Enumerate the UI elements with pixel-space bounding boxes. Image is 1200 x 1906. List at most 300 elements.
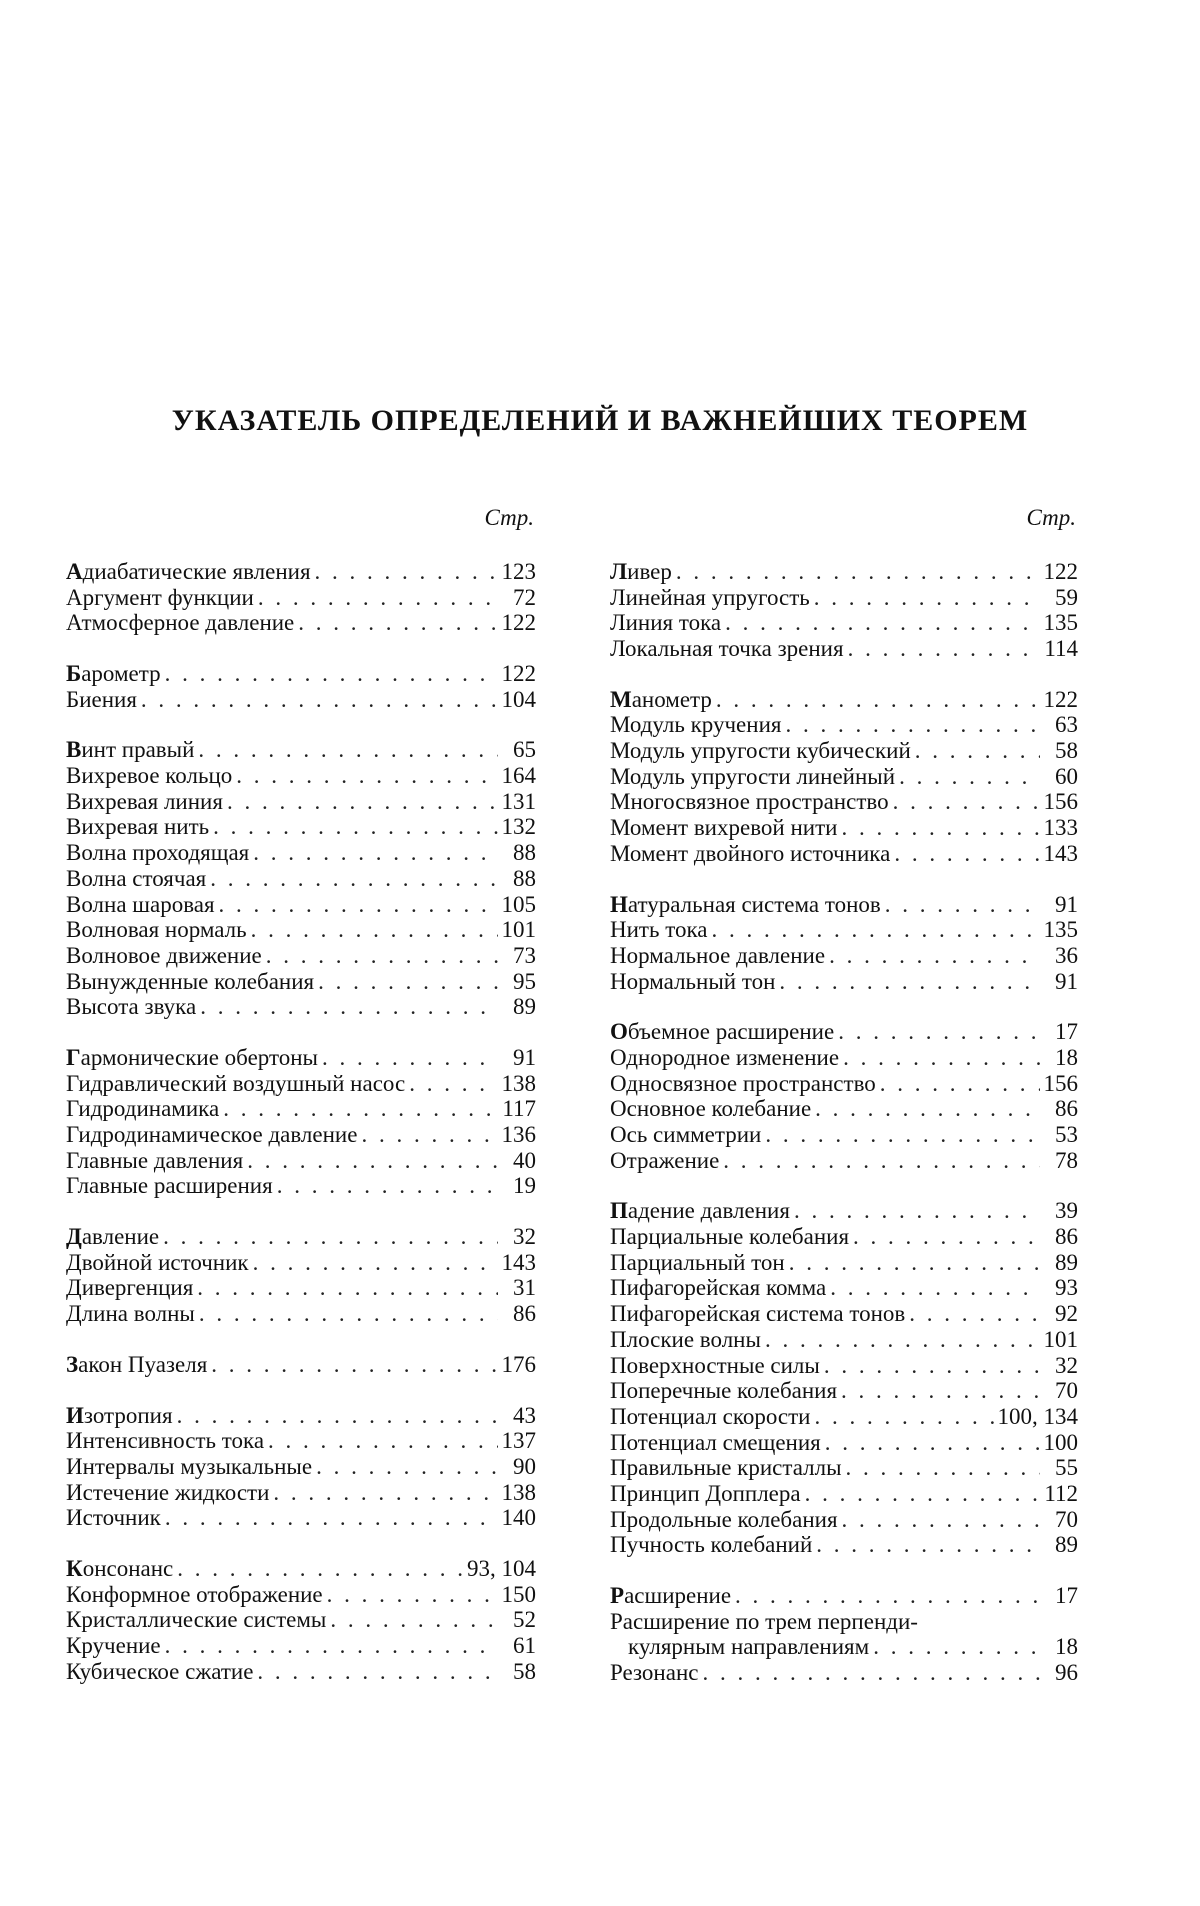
index-term: Манометр [610, 686, 712, 712]
index-entry [66, 943, 536, 969]
index-term: Нормальный тон [610, 968, 776, 994]
index-page-number: 176 [501, 1351, 536, 1377]
index-entry [610, 1430, 1078, 1456]
leader-dots [251, 917, 498, 943]
index-page-number: 143 [501, 1249, 536, 1275]
index-entry [66, 1352, 536, 1378]
index-entry [610, 1148, 1078, 1174]
index-letter-group [610, 1019, 1078, 1173]
index-page-number: 112 [1044, 1480, 1078, 1506]
index-entry [610, 1660, 1078, 1686]
index-page-number: 86 [1055, 1224, 1078, 1250]
index-term: Многосвязное пространство [610, 789, 889, 815]
leader-dots [702, 1660, 1040, 1686]
index-entry [66, 1045, 536, 1071]
leader-dots [199, 1301, 498, 1327]
index-term: Давление [66, 1224, 160, 1250]
index-letter-group [610, 1583, 1078, 1686]
index-entry [610, 1045, 1078, 1071]
index-term: Высота звука [66, 994, 197, 1020]
leader-dots [779, 969, 1040, 995]
index-entry [66, 1607, 536, 1633]
index-term: Поперечные колебания [610, 1378, 838, 1404]
index-page-number: 114 [1044, 636, 1078, 662]
index-page-number: 70 [1055, 1378, 1078, 1404]
index-entry [66, 892, 536, 918]
index-page-number: 100, 134 [997, 1403, 1078, 1429]
leader-dots [794, 1198, 1040, 1224]
leader-dots [885, 892, 1040, 918]
leader-dots [236, 763, 497, 789]
leader-dots [327, 1582, 498, 1608]
page-column-header: Стр. [484, 505, 534, 530]
index-letter-group [66, 1556, 536, 1684]
index-entry [610, 1532, 1078, 1558]
leader-dots [210, 866, 498, 892]
index-entry [66, 1505, 536, 1531]
index-entry [610, 943, 1078, 969]
index-entry [610, 1276, 1078, 1302]
index-entry [610, 1019, 1078, 1045]
leader-dots [361, 1122, 497, 1148]
index-letter-group [610, 687, 1078, 867]
leader-dots [893, 789, 1040, 815]
leader-dots [815, 1096, 1040, 1122]
leader-dots [247, 1148, 498, 1174]
index-page-number: 36 [1055, 942, 1078, 968]
index-entry [66, 969, 536, 995]
index-page-number: 52 [513, 1607, 536, 1633]
index-entry [66, 1633, 536, 1659]
index-term: Двойной источник [66, 1249, 249, 1275]
index-entry [610, 1353, 1078, 1379]
index-page-number: 55 [1055, 1455, 1078, 1481]
index-term: Биения [66, 686, 137, 712]
index-term: Односвязное пространство [610, 1070, 876, 1096]
leader-dots [873, 1634, 1040, 1660]
index-page-number: 164 [501, 763, 536, 789]
index-term: Гидравлический воздушный насос [66, 1070, 406, 1096]
leader-dots [785, 712, 1040, 738]
index-page-number: 140 [501, 1505, 536, 1531]
index-page-number: 65 [513, 737, 536, 763]
index-entry [66, 1276, 536, 1302]
index-entry [610, 1583, 1078, 1609]
index-term: Модуль кручения [610, 712, 782, 738]
index-page-number: 93 [1055, 1275, 1078, 1301]
index-term: Пифагорейская комма [610, 1275, 827, 1301]
index-page-number: 101 [1043, 1326, 1078, 1352]
index-term: Отражение [610, 1147, 720, 1173]
leader-dots [814, 585, 1040, 611]
index-letter-group [66, 661, 536, 712]
index-entry [66, 1122, 536, 1148]
page-title: УКАЗАТЕЛЬ ОПРЕДЕЛЕНИЙ И ВАЖНЕЙШИХ ТЕОРЕМ [171, 404, 1029, 437]
index-page-number: 78 [1055, 1147, 1078, 1173]
leader-dots [846, 1455, 1040, 1481]
index-term: Расширение [610, 1583, 732, 1609]
leader-dots [841, 1378, 1040, 1404]
index-page-number: 86 [1055, 1096, 1078, 1122]
index-page-number: 58 [513, 1658, 536, 1684]
index-term: Падение давления [610, 1198, 790, 1224]
index-term: Кручение [66, 1633, 161, 1659]
index-entry [610, 1507, 1078, 1533]
index-page-number: 58 [1055, 738, 1078, 764]
index-page-number: 19 [513, 1173, 536, 1199]
index-entry [610, 585, 1078, 611]
index-page-number: 92 [1055, 1301, 1078, 1327]
index-term: Длина волны [66, 1301, 195, 1327]
index-page-number: 40 [513, 1147, 536, 1173]
index-term: Линейная упругость [610, 584, 810, 610]
index-page-number: 138 [501, 1070, 536, 1096]
leader-dots [223, 1096, 498, 1122]
index-entry [66, 763, 536, 789]
leader-dots [330, 1607, 498, 1633]
index-entry [66, 866, 536, 892]
leader-dots [200, 994, 498, 1020]
index-entry [66, 661, 536, 687]
leader-dots [322, 1045, 498, 1071]
index-entry [610, 636, 1078, 662]
index-term: Волна стоячая [66, 865, 207, 891]
index-page-number: 88 [513, 840, 536, 866]
index-entry [610, 1071, 1078, 1097]
index-term: Вынужденные колебания [66, 968, 315, 994]
index-page-number: 31 [513, 1275, 536, 1301]
leader-dots [838, 1019, 1040, 1045]
index-term: Главные давления [66, 1147, 244, 1173]
index-entry [66, 1096, 536, 1122]
index-page-number: 53 [1055, 1122, 1078, 1148]
index-entry [66, 815, 536, 841]
index-page-number: 156 [1043, 1070, 1078, 1096]
leader-dots [165, 1633, 498, 1659]
leader-dots [909, 1301, 1040, 1327]
leader-dots [830, 1275, 1040, 1301]
index-term: Атмосферное давление [66, 610, 295, 636]
index-page-number: 91 [513, 1044, 536, 1070]
index-page-number: 122 [1043, 558, 1078, 584]
leader-dots [915, 738, 1040, 764]
index-entry [66, 789, 536, 815]
index-term: Винт правый [66, 737, 195, 763]
index-entry [610, 969, 1078, 995]
index-entry [610, 764, 1078, 790]
leader-dots [277, 1173, 498, 1199]
index-page-number: 122 [501, 610, 536, 636]
index-term: Источник [66, 1505, 161, 1531]
index-page-number: 150 [501, 1581, 536, 1607]
index-entry [610, 687, 1078, 713]
index-entry [66, 1403, 536, 1429]
leader-dots [258, 585, 498, 611]
index-entry [66, 1582, 536, 1608]
index-term: кулярным направлениям [628, 1634, 870, 1660]
index-page-number: 131 [501, 788, 536, 814]
index-page-number: 39 [1055, 1198, 1078, 1224]
index-entry [610, 1455, 1078, 1481]
page-column-header: Стр. [1026, 505, 1076, 530]
index-letter-group [610, 1198, 1078, 1558]
leader-dots [198, 737, 498, 763]
index-column-right [610, 505, 1078, 1711]
index-entry [66, 1454, 536, 1480]
index-term: Поверхностные силы [610, 1352, 820, 1378]
leader-dots [316, 1454, 498, 1480]
index-page-number: 91 [1055, 968, 1078, 994]
index-term: Истечение жидкости [66, 1479, 270, 1505]
index-page-number: 32 [1055, 1352, 1078, 1378]
index-entry [66, 585, 536, 611]
index-letter-group [66, 1403, 536, 1531]
leader-dots [266, 943, 498, 969]
index-page-number: 100 [1043, 1429, 1078, 1455]
index-letter-group [66, 1224, 536, 1327]
leader-dots [197, 1275, 498, 1301]
index-entry [610, 790, 1078, 816]
index-term: Принцип Допплера [610, 1480, 801, 1506]
index-term: Интервалы музыкальные [66, 1453, 313, 1479]
index-page-number: 17 [1055, 1019, 1078, 1045]
leader-dots [676, 559, 1040, 585]
leader-dots [894, 841, 1039, 867]
index-entry [66, 1659, 536, 1685]
leader-dots [268, 1428, 497, 1454]
leader-dots [712, 917, 1040, 943]
index-entry [66, 737, 536, 763]
index-column-left [66, 505, 536, 1709]
index-term: Ливер [610, 558, 672, 584]
index-term: Волна шаровая [66, 891, 215, 917]
index-term: Ось симметрии [610, 1122, 762, 1148]
index-term: Натуральная система тонов [610, 891, 881, 917]
leader-dots [815, 1404, 994, 1430]
leader-dots [735, 1583, 1040, 1609]
index-entry [610, 1609, 1078, 1635]
index-page-number: 104 [501, 686, 536, 712]
index-page-number: 91 [1055, 891, 1078, 917]
index-entry [66, 1071, 536, 1097]
index-entry [610, 1404, 1078, 1430]
index-letter-group [610, 559, 1078, 662]
index-term: Вихревое кольцо [66, 763, 233, 789]
index-term: Нормальное давление [610, 942, 826, 968]
index-entry [610, 1634, 1078, 1660]
index-page-number: 122 [501, 661, 536, 687]
index-entry [610, 610, 1078, 636]
index-term: Консонанс [66, 1555, 174, 1581]
index-page-number: 138 [501, 1479, 536, 1505]
index-page-number: 88 [513, 865, 536, 891]
index-page-number: 101 [501, 917, 536, 943]
index-term: Нить тока [610, 917, 708, 943]
index-term: Однородное изменение [610, 1044, 840, 1070]
index-letter-group [610, 892, 1078, 995]
index-entry [66, 1428, 536, 1454]
leader-dots [843, 1045, 1040, 1071]
index-entry [610, 1250, 1078, 1276]
leader-dots [805, 1481, 1040, 1507]
index-entry [610, 815, 1078, 841]
index-term: Дивергенция [66, 1275, 194, 1301]
index-page-number: 32 [513, 1224, 536, 1250]
leader-dots [315, 559, 498, 585]
index-term: Расширение по трем перпенди- [610, 1608, 918, 1634]
leader-dots [177, 1556, 463, 1582]
index-entry [610, 1327, 1078, 1353]
index-term: Барометр [66, 661, 161, 687]
index-term: Объемное расширение [610, 1019, 835, 1045]
leader-dots [880, 1071, 1040, 1097]
index-page-number: 137 [501, 1428, 536, 1454]
leader-dots [219, 892, 498, 918]
index-term: Волна проходящая [66, 840, 250, 866]
index-entry [610, 892, 1078, 918]
index-entry [66, 1224, 536, 1250]
leader-dots [409, 1071, 497, 1097]
leader-dots [141, 687, 498, 713]
index-term: Гидродинамическое давление [66, 1122, 358, 1148]
leader-dots [841, 815, 1039, 841]
index-page-number: 60 [1055, 763, 1078, 789]
index-page-number: 133 [1043, 815, 1078, 841]
index-term: Момент вихревой нити [610, 815, 838, 841]
index-page-number: 95 [513, 968, 536, 994]
leader-dots [853, 1224, 1040, 1250]
index-page-number: 43 [513, 1402, 536, 1428]
index-entry [66, 1173, 536, 1199]
index-term: Аргумент функции [66, 584, 254, 610]
index-entry [66, 1148, 536, 1174]
index-page-number: 96 [1055, 1660, 1078, 1686]
index-page-number: 70 [1055, 1506, 1078, 1532]
index-term: Пучность колебаний [610, 1532, 813, 1558]
index-page-number: 132 [501, 814, 536, 840]
leader-dots [163, 1224, 498, 1250]
leader-dots [177, 1403, 498, 1429]
index-page-number: 93, 104 [467, 1555, 536, 1581]
index-term: Вихревая нить [66, 814, 210, 840]
index-term: Парциальный тон [610, 1249, 785, 1275]
leader-dots [318, 969, 498, 995]
leader-dots [253, 840, 498, 866]
leader-dots [899, 764, 1040, 790]
index-term: Модуль упругости линейный [610, 763, 896, 789]
index-term: Потенциал смещения [610, 1429, 821, 1455]
index-entry [610, 1481, 1078, 1507]
index-entry [66, 994, 536, 1020]
index-entry [66, 559, 536, 585]
leader-dots [824, 1353, 1040, 1379]
index-page-number: 123 [501, 558, 536, 584]
index-term: Кубическое сжатие [66, 1658, 254, 1684]
index-entry [610, 738, 1078, 764]
leader-dots [716, 687, 1040, 713]
index-term: Гармонические обертоны [66, 1044, 318, 1070]
index-entry [610, 1378, 1078, 1404]
index-page-number: 89 [1055, 1532, 1078, 1558]
index-page-number: 105 [501, 891, 536, 917]
leader-dots [273, 1480, 497, 1506]
index-page-number: 122 [1043, 686, 1078, 712]
index-page-number: 156 [1043, 789, 1078, 815]
index-groups [66, 559, 536, 1684]
index-entry [610, 1224, 1078, 1250]
index-term: Локальная точка зрения [610, 636, 844, 662]
index-entry [66, 1250, 536, 1276]
index-term: Резонанс [610, 1660, 699, 1686]
index-term: Конформное отображение [66, 1581, 323, 1607]
leader-dots [165, 661, 498, 687]
index-entry [610, 559, 1078, 585]
index-page-number: 72 [513, 584, 536, 610]
index-entry [66, 687, 536, 713]
leader-dots [789, 1250, 1040, 1276]
index-page-number: 135 [1043, 610, 1078, 636]
leader-dots [825, 1430, 1040, 1456]
index-page-number: 90 [513, 1453, 536, 1479]
index-page-number: 18 [1055, 1044, 1078, 1070]
index-page-number: 135 [1043, 917, 1078, 943]
index-entry [610, 1122, 1078, 1148]
index-entry [66, 610, 536, 636]
leader-dots [848, 636, 1040, 662]
index-letter-group [66, 559, 536, 636]
leader-dots [165, 1505, 498, 1531]
index-page-number: 61 [513, 1633, 536, 1659]
index-term: Адиабатические явления [66, 558, 311, 584]
index-page-number: 117 [502, 1096, 536, 1122]
index-groups [610, 559, 1078, 1686]
index-term: Плоские волны [610, 1326, 761, 1352]
index-entry [610, 917, 1078, 943]
index-entry [610, 841, 1078, 867]
index-entry [610, 1198, 1078, 1224]
index-term: Правильные кристаллы [610, 1455, 842, 1481]
leader-dots [257, 1659, 498, 1685]
index-letter-group [66, 1352, 536, 1378]
index-page-number: 89 [1055, 1249, 1078, 1275]
index-term: Интенсивность тока [66, 1428, 265, 1454]
index-entry [66, 840, 536, 866]
index-page-number: 59 [1055, 584, 1078, 610]
index-term: Парциальные колебания [610, 1224, 850, 1250]
leader-dots [765, 1122, 1040, 1148]
index-entry [66, 1301, 536, 1327]
index-entry [66, 1480, 536, 1506]
index-term: Изотропия [66, 1402, 173, 1428]
index-term: Пифагорейская система тонов [610, 1301, 906, 1327]
index-term: Гидродинамика [66, 1096, 220, 1122]
index-term: Потенциал скорости [610, 1403, 811, 1429]
index-entry [610, 712, 1078, 738]
leader-dots [723, 1148, 1040, 1174]
index-term: Волновая нормаль [66, 917, 247, 943]
leader-dots [253, 1250, 498, 1276]
index-entry [610, 1096, 1078, 1122]
index-term: Закон Пуазеля [66, 1351, 208, 1377]
index-page-number: 73 [513, 942, 536, 968]
index-term: Момент двойного источника [610, 840, 891, 866]
index-term: Вихревая линия [66, 788, 223, 814]
index-term: Линия тока [610, 610, 722, 636]
leader-dots [298, 610, 497, 636]
leader-dots [725, 610, 1039, 636]
leader-dots [829, 943, 1040, 969]
leader-dots [211, 1352, 497, 1378]
